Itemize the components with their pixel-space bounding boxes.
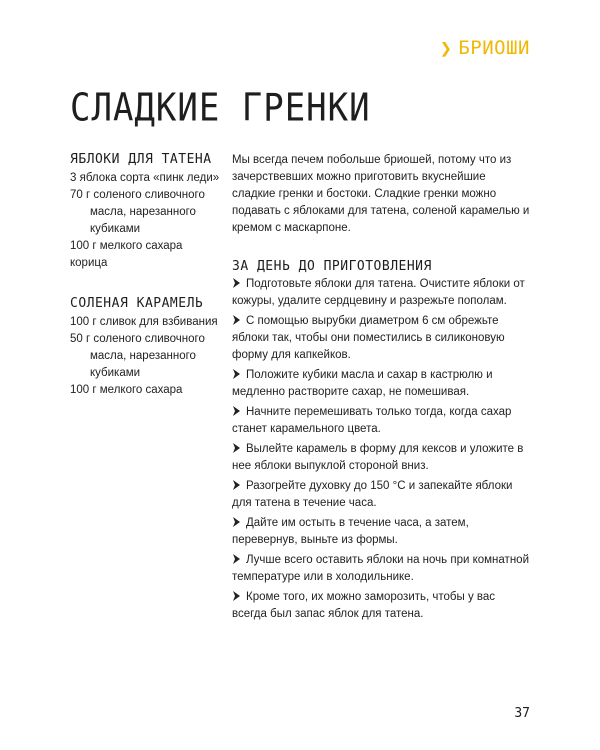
ingredients-column <box>70 152 220 399</box>
chevron-right-icon: ❯ <box>439 36 453 60</box>
arrow-right-icon <box>232 369 240 379</box>
section-label: БРИОШИ <box>458 37 530 59</box>
arrow-right-icon <box>232 591 240 601</box>
step-text: Дайте им остыть в течение часа, а затем, перевернув, выньте из формы. <box>232 517 469 546</box>
step-item <box>232 367 532 401</box>
ingredient-line: 100 г мелкого сахара <box>70 384 183 396</box>
step-item <box>232 478 532 512</box>
ingredient-line: 3 яблока сорта «пинк леди» <box>70 172 220 184</box>
arrow-right-icon <box>232 406 240 416</box>
ingredient-line: масла, нарезанного <box>90 350 196 362</box>
ingredient-line: кубиками <box>90 223 141 235</box>
step-item <box>232 404 532 438</box>
apples-ingredients <box>70 152 220 272</box>
ingredient-line: 100 г сливок для взбивания <box>70 316 218 328</box>
step-text: Кроме того, их можно заморозить, чтобы у вас всегда был запас яблок для татена. <box>232 591 496 620</box>
step-item <box>232 441 532 475</box>
step-text: Вылейте карамель в форму для кексов и уложите в нее яблоки выпуклой стороной вниз. <box>232 443 524 472</box>
step-text: Лучше всего оставить яблоки на ночь при комнатной температуре или в холодильнике. <box>232 554 529 583</box>
ingredient-line: корица <box>70 257 108 269</box>
arrow-right-icon <box>232 315 240 325</box>
step-text: Подготовьте яблоки для татена. Очистите яблоки от кожуры, удалите сердцевину и разрежьте пополам. <box>232 278 525 307</box>
step-item <box>232 552 532 586</box>
step-item <box>232 515 532 549</box>
ingredient-line: 100 г мелкого сахара <box>70 240 183 252</box>
arrow-right-icon <box>232 517 240 527</box>
apples-heading: ЯБЛОКИ ДЛЯ ТАТЕНА <box>70 152 212 167</box>
steps-heading: ЗА ДЕНЬ ДО ПРИГОТОВЛЕНИЯ <box>232 259 432 274</box>
ingredient-line: масла, нарезанного <box>90 206 196 218</box>
arrow-right-icon <box>232 278 240 288</box>
ingredient-line: 50 г соленого сливочного <box>70 333 205 345</box>
step-text: Положите кубики масла и сахар в кастрюлю и медленно растворите сахар, не помешивая. <box>232 369 493 398</box>
intro-paragraph: Мы всегда печем побольше бриошей, потому что из зачерствевших можно приготовить вкуснейшие сладкие гренки и бостоки. Сладкие гренки можно подавать с яблоками для татена, соленой карамелью и кремом с маскарпоне. <box>232 154 530 234</box>
caramel-heading: СОЛЕНАЯ КАРАМЕЛЬ <box>70 296 204 311</box>
step-item <box>232 589 532 623</box>
step-item <box>232 276 532 310</box>
ingredient-line: 70 г соленого сливочного <box>70 189 205 201</box>
step-item <box>232 313 532 364</box>
arrow-right-icon <box>232 443 240 453</box>
step-text: Разогрейте духовку до 150 °С и запекайте яблоки для татена в течение часа. <box>232 480 513 509</box>
page-title: СЛАДКИЕ ГРЕНКИ <box>70 86 371 131</box>
instructions-column <box>232 152 532 626</box>
caramel-ingredients <box>70 296 220 399</box>
section-tag <box>440 36 530 60</box>
step-text: Начните перемешивать только тогда, когда сахар станет карамельного цвета. <box>232 406 512 435</box>
arrow-right-icon <box>232 554 240 564</box>
step-text: С помощью вырубки диаметром 6 см обрежьте яблоки так, чтобы они поместились в силиконовую форму для капкейков. <box>232 315 505 361</box>
arrow-right-icon <box>232 480 240 490</box>
page-number: 37 <box>514 706 530 721</box>
ingredient-line: кубиками <box>90 367 141 379</box>
